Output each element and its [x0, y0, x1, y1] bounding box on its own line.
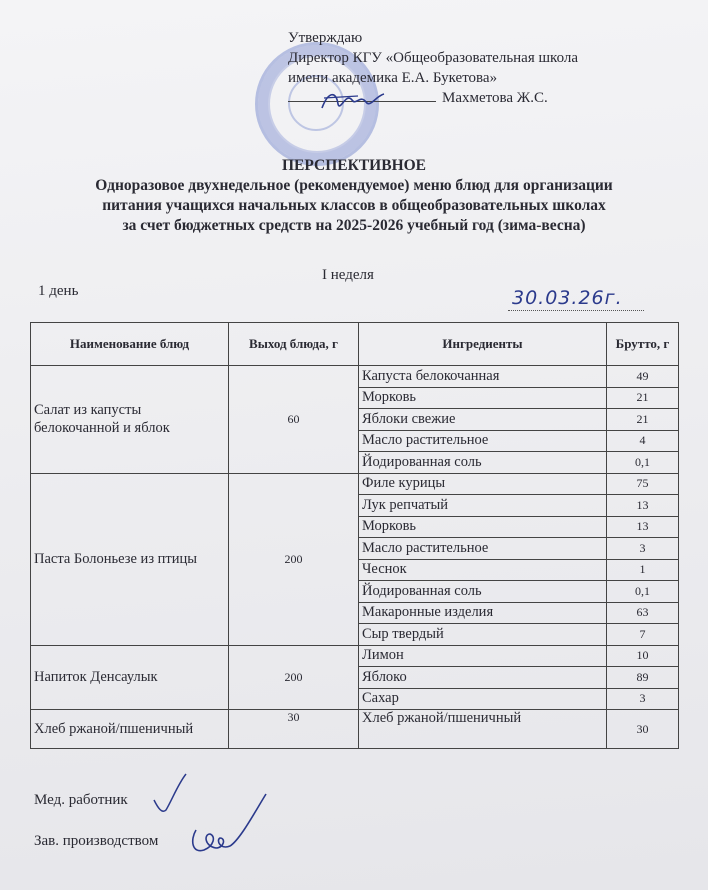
ingredient-name: Яблоко [359, 667, 607, 689]
ingredient-name: Лимон [359, 645, 607, 667]
day-label: 1 день [38, 283, 79, 299]
ingredient-gross: 3 [607, 538, 679, 560]
approval-director-title: Директор КГУ «Общеобразовательная школа [288, 50, 579, 66]
ingredient-gross: 30 [607, 710, 679, 749]
table-row [31, 473, 679, 495]
ingredient-name: Капуста белокочанная [359, 366, 607, 388]
ingredient-name: Йодированная соль [359, 581, 607, 603]
title-line-3: питания учащихся начальных классов в общеобразовательных школах [102, 197, 606, 214]
approval-heading: Утверждаю [288, 30, 363, 46]
dish-name: Напиток Денсаулык [31, 645, 229, 710]
ingredient-name: Йодированная соль [359, 452, 607, 474]
ingredient-name: Масло растительное [359, 538, 607, 560]
date-line [508, 310, 644, 311]
dish-name: Салат из капусты белокочанной и яблок [31, 366, 229, 474]
menu-table [30, 322, 679, 749]
head-production-signature [186, 790, 276, 870]
title-line-4: за счет бюджетных средств на 2025-2026 учебный год (зима-весна) [122, 217, 586, 234]
ingredient-gross: 7 [607, 624, 679, 646]
med-worker-label: Мед. работник [34, 792, 128, 808]
ingredient-gross: 0,1 [607, 581, 679, 603]
ingredient-gross: 63 [607, 602, 679, 624]
header-dish: Наименование блюд [31, 323, 229, 366]
ingredient-name: Масло растительное [359, 430, 607, 452]
ingredient-name: Морковь [359, 516, 607, 538]
med-worker-signature [150, 770, 190, 820]
header-ingredients: Ингредиенты [359, 323, 607, 366]
ingredient-gross: 21 [607, 387, 679, 409]
handwritten-date: 30.03.26г. [512, 287, 623, 309]
ingredient-gross: 0,1 [607, 452, 679, 474]
head-production-label: Зав. производством [34, 833, 159, 849]
ingredient-gross: 13 [607, 516, 679, 538]
ingredient-gross: 89 [607, 667, 679, 689]
ingredient-name: Хлеб ржаной/пшеничный [359, 710, 607, 749]
dish-name: Паста Болоньезе из птицы [31, 473, 229, 645]
header-gross: Брутто, г [607, 323, 679, 366]
ingredient-name: Сыр твердый [359, 624, 607, 646]
dish-name: Хлеб ржаной/пшеничный [31, 710, 229, 749]
title-line-2: Одноразовое двухнедельное (рекомендуемое) меню блюд для организации [95, 177, 613, 194]
ingredient-gross: 10 [607, 645, 679, 667]
ingredient-name: Яблоки свежие [359, 409, 607, 431]
ingredient-gross: 4 [607, 430, 679, 452]
ingredient-gross: 75 [607, 473, 679, 495]
table-row [31, 366, 679, 388]
title-line-1: ПЕРСПЕКТИВНОЕ [281, 157, 427, 174]
dish-output: 200 [229, 473, 359, 645]
week-label: I неделя [322, 267, 374, 283]
table-header-row [31, 323, 679, 366]
ingredient-name: Сахар [359, 688, 607, 710]
ingredient-gross: 21 [607, 409, 679, 431]
dish-output: 60 [229, 366, 359, 474]
director-name: Махметова Ж.С. [442, 90, 548, 106]
dish-output: 200 [229, 645, 359, 710]
dish-output: 30 [229, 710, 359, 749]
ingredient-gross: 1 [607, 559, 679, 581]
ingredient-name: Макаронные изделия [359, 602, 607, 624]
ingredient-gross: 13 [607, 495, 679, 517]
ingredient-name: Филе курицы [359, 473, 607, 495]
table-row [31, 710, 679, 749]
ingredient-name: Морковь [359, 387, 607, 409]
menu-table-body [31, 366, 679, 749]
ingredient-name: Чеснок [359, 559, 607, 581]
table-row [31, 645, 679, 667]
header-output: Выход блюда, г [229, 323, 359, 366]
ingredient-gross: 49 [607, 366, 679, 388]
director-signature [318, 86, 388, 116]
ingredient-name: Лук репчатый [359, 495, 607, 517]
approval-school-name: имени академика Е.А. Букетова» [288, 70, 498, 86]
ingredient-gross: 3 [607, 688, 679, 710]
